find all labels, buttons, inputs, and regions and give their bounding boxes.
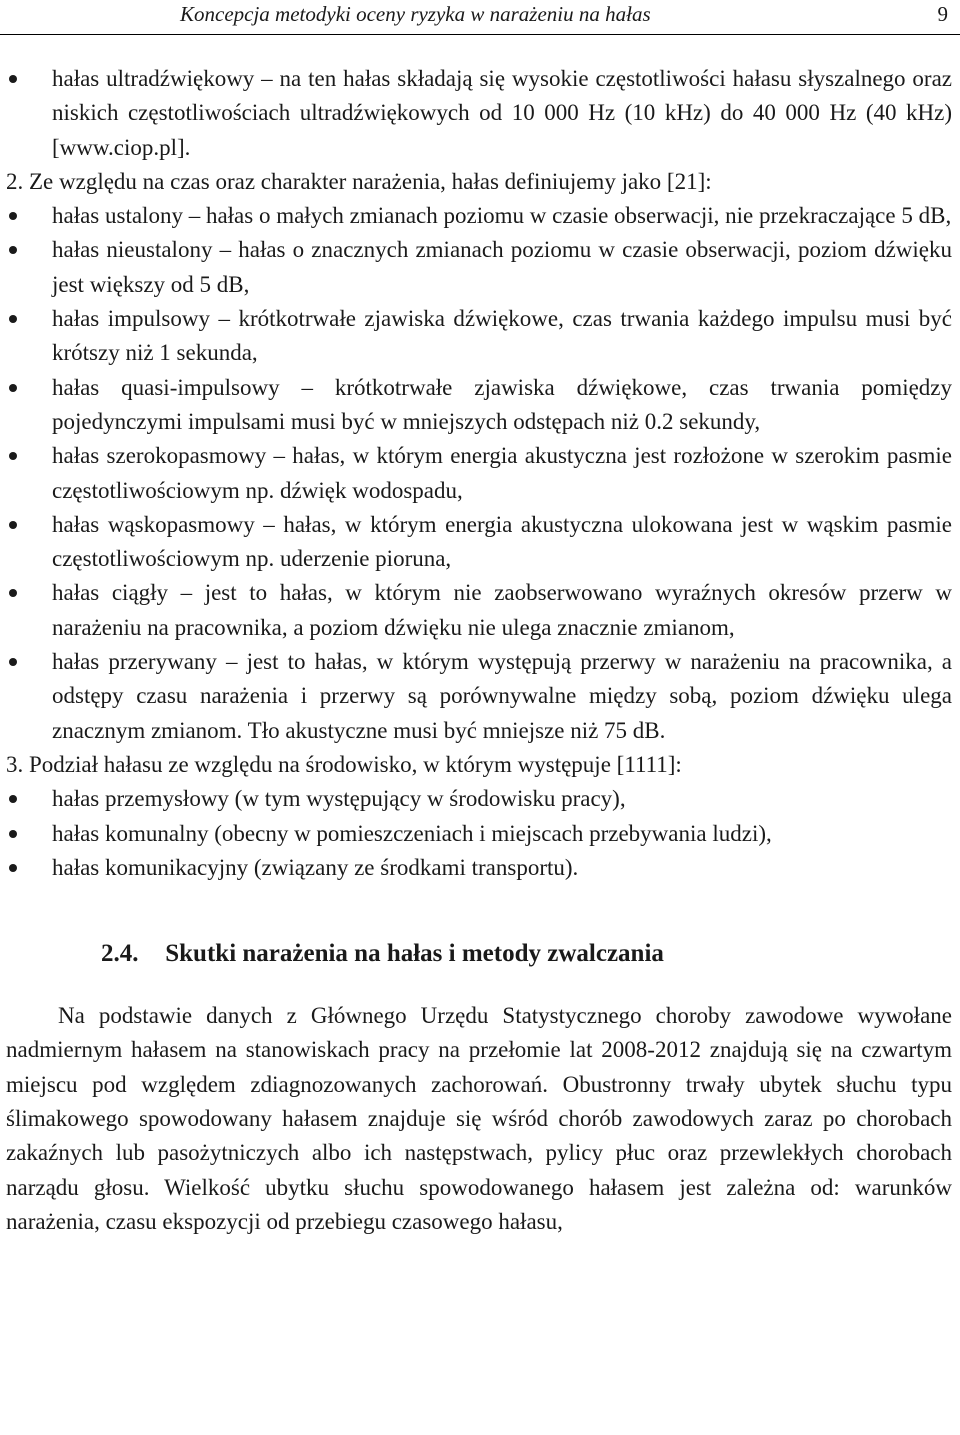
page-number: 9 — [937, 2, 948, 26]
list-item: hałas nieustalony – hałas o znacznych zmianach poziomu w czasie obserwacji, poziom dźwięku jest większy od 5 dB, — [6, 233, 952, 302]
list-item: hałas szerokopasmowy – hałas, w którym energia akustyczna jest rozłożone w szerokim pasmie częstotliwościowym np. dźwięk wodospadu, — [6, 439, 952, 508]
list-item: hałas ciągły – jest to hałas, w którym nie zaobserwowano wyraźnych okresów przerw w narażeniu na pracownika, a poziom dźwięku nie ulega znacznie zmianom, — [6, 576, 952, 645]
running-header — [0, 0, 960, 35]
list-item: hałas przemysłowy (w tym występujący w środowisku pracy), — [6, 782, 952, 816]
section-heading — [6, 937, 952, 971]
page-body — [6, 62, 952, 1239]
list-item: hałas ustalony – hałas o małych zmianach poziomu w czasie obserwacji, nie przekraczające 5 dB, — [6, 199, 952, 233]
list-item: hałas komunalny (obecny w pomieszczeniach i miejscach przebywania ludzi), — [6, 817, 952, 851]
paragraph-classification-by-time: 2. Ze względu na czas oraz charakter narażenia, hałas definiujemy jako [21]: — [6, 168, 712, 194]
running-header-title: Koncepcja metodyki oceny ryzyka w narażeniu na hałas — [180, 2, 651, 26]
list-item: hałas quasi-impulsowy – krótkotrwałe zjawiska dźwiękowe, czas trwania pomiędzy pojedynczymi impulsami musi być w mniejszych odstępach niż 0.2 sekundy, — [6, 371, 952, 440]
list-item: hałas komunikacyjny (związany ze środkami transportu). — [6, 851, 952, 885]
list-item: hałas ultradźwiękowy – na ten hałas składają się wysokie częstotliwości hałasu słyszalnego oraz niskich częstotliwościach ultradźwiękowych od 10 000 Hz (10 kHz) do 40 000 Hz (40 kHz) [www.ciop.pl]. — [6, 62, 952, 165]
bullet-list-ultrasonic — [6, 62, 952, 165]
bullet-list-environments — [6, 782, 952, 885]
paragraph-classification-by-environment: 3. Podział hałasu ze względu na środowisko, w którym występuje [1111]: — [6, 751, 682, 777]
list-item: hałas wąskopasmowy – hałas, w którym energia akustyczna ulokowana jest w wąskim pasmie częstotliwościowym np. uderzenie pioruna, — [6, 508, 952, 577]
list-item: hałas impulsowy – krótkotrwałe zjawiska dźwiękowe, czas trwania każdego impulsu musi być krótszy niż 1 sekunda, — [6, 302, 952, 371]
section-title: Skutki narażenia na hałas i metody zwalczania — [165, 940, 664, 968]
body-paragraph: Na podstawie danych z Głównego Urzędu Statystycznego choroby zawodowe wywołane nadmiernym hałasem na stanowiskach pracy na przełomie lat 2008-2012 znajdują się na czwartym miejscu pod względem zdiagnozowanych zachorowań. Obustronny trwały ubytek słuchu typu ślimakowego spowodowany hałasem znajduje się wśród chorób zawodowych zaraz po chorobach zakaźnych lub pasożytniczych albo ich następstwach, pylicy płuc oraz przewlekłych chorobach narządu głosu. Wielkość ubytku słuchu spowodowanego hałasem jest zależna od: warunków narażenia, czasu ekspozycji od przebiegu czasowego hałasu, — [6, 1003, 952, 1234]
bullet-list-noise-types — [6, 199, 952, 748]
list-item: hałas przerywany – jest to hałas, w którym występują przerwy w narażeniu na pracownika, a odstępy czasu narażenia i przerwy są porównywalne między sobą, poziom dźwięku ulega znacznym zmianom. Tło akustyczne musi być mniejsze niż 75 dB. — [6, 645, 952, 748]
section-number: 2.4. — [101, 940, 139, 968]
